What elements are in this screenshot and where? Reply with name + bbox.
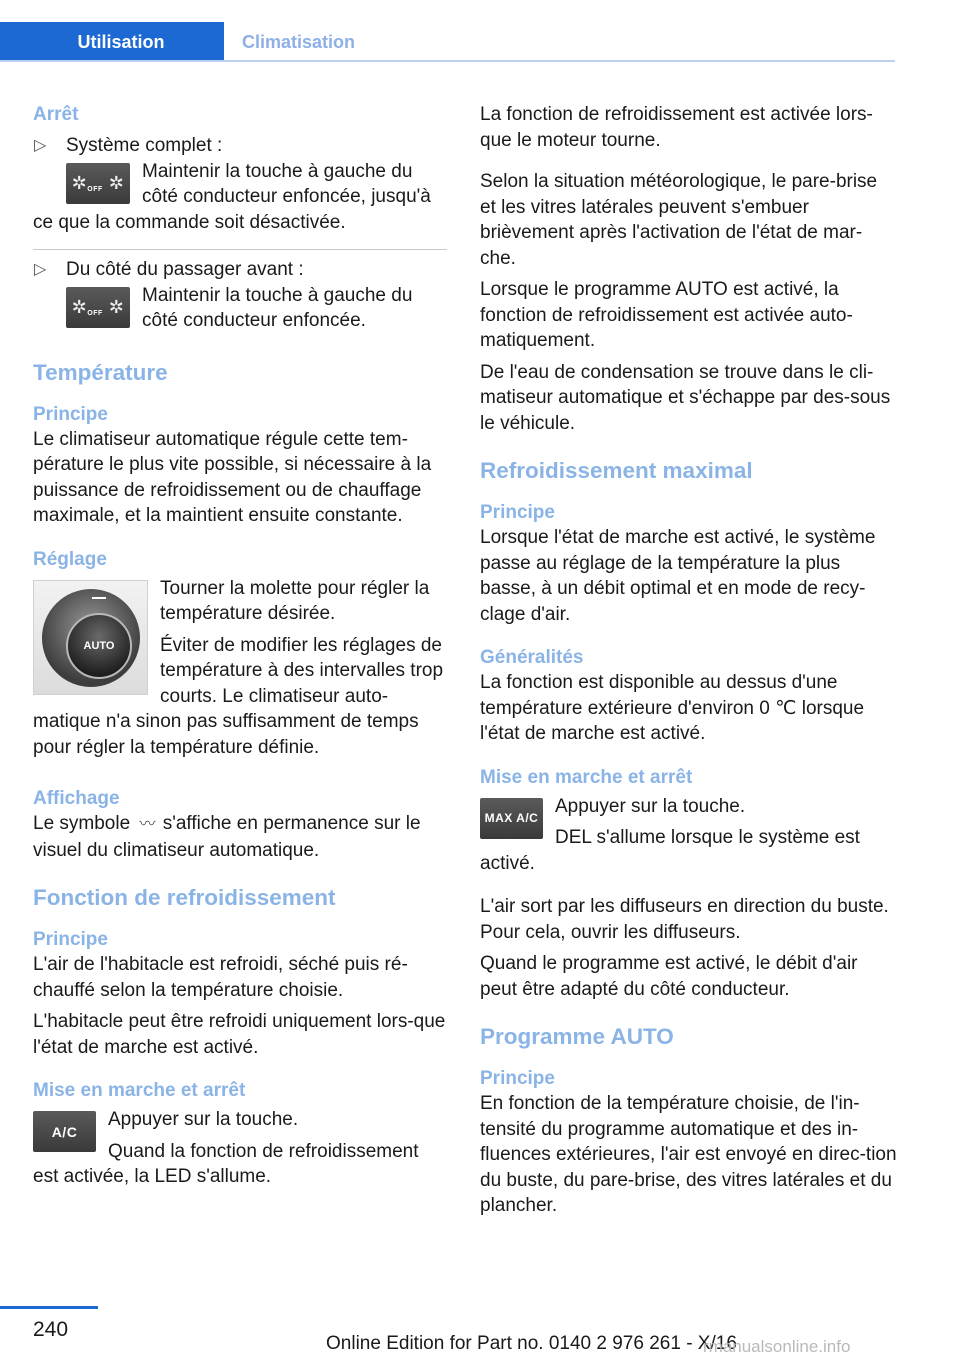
divider — [33, 249, 447, 250]
heading-affichage: Affichage — [33, 788, 120, 809]
heading-generalites: Généralités — [480, 647, 584, 668]
triangle-bullet-icon: ▷ — [34, 137, 47, 154]
heading-principe: Principe — [480, 502, 555, 523]
footer-accent-line — [0, 1306, 98, 1309]
fan-off-button-icon: ✲ OFF ✲ — [66, 287, 130, 328]
paragraph: L'air sort par les diffuseurs en direction du buste. Pour cela, ouvrir les diffuseurs. — [480, 896, 889, 943]
heading-temperature: Température — [33, 359, 168, 385]
bullet-body — [33, 283, 447, 340]
affichage-text-b: s'affiche en permanence sur le visuel du climatiseur automatique. — [33, 813, 421, 861]
mise-block — [33, 1107, 447, 1196]
knob-auto-label: AUTO — [66, 613, 132, 679]
right-column — [480, 102, 898, 1225]
header-divider — [0, 60, 895, 62]
mise-block — [480, 794, 898, 895]
paragraph: Quand le programme est activé, le débit d'air peut être adapté du côté conducteur. — [480, 953, 858, 1000]
list-item — [33, 133, 447, 159]
paragraph: L'air de l'habitacle est refroidi, séché puis ré-chauffé selon la température choisie. — [33, 954, 408, 1001]
paragraph: Appuyer sur la touche. — [555, 795, 746, 817]
affichage-text-a: Le symbole — [33, 813, 131, 834]
bullet-label: Du côté du passager avant : — [66, 259, 304, 280]
page-header — [0, 0, 895, 62]
paragraph: De l'eau de condensation se trouve dans le cli-matiseur automatique et s'échappe par des-sous le véhicule. — [480, 361, 891, 434]
paragraph: L'habitacle peut être refroidi uniquement lors-que l'état de marche est activé. — [33, 1011, 446, 1058]
paragraph: En fonction de la température choisie, de l'in-tensité du programme automatique et des in-fluences extérieures, l'air est envoyé en direc-tion du buste, du pare-brise, des vitres latérales et du plancher. — [480, 1093, 897, 1216]
paragraph: Le climatiseur automatique régule cette tem-pérature le plus vite possible, si nécessaire à la puissance de refroidissement ou de chauffage maximale, et la maintient ensuite constante. — [33, 428, 432, 526]
heading-principe: Principe — [480, 1068, 555, 1089]
heading-reglage: Réglage — [33, 548, 107, 570]
bullet-text: Maintenir la touche à gauche du côté conducteur enfoncée, jusqu'à — [142, 160, 431, 207]
tab-utilisation[interactable]: Utilisation — [0, 22, 224, 62]
paragraph: Quand la fonction de refroidissement est activée, la LED s'allume. — [33, 1140, 419, 1187]
heat-waves-symbol-icon: 〰 — [139, 816, 154, 833]
paragraph: Lorsque le programme AUTO est activé, la fonction de refroidissement est activée auto-matiquement. — [480, 279, 853, 351]
paragraph: Appuyer sur la touche. — [108, 1109, 299, 1130]
heading-refroidissement-maximal: Refroidissement maximal — [480, 458, 753, 483]
paragraph — [33, 811, 447, 863]
ac-button-icon: A/C — [33, 1111, 96, 1152]
bullet-label: Système complet : — [66, 135, 223, 156]
triangle-bullet-icon: ▷ — [34, 261, 47, 278]
paragraph: DEL s'allume lorsque le système est activé. — [480, 827, 860, 874]
tab-climatisation[interactable]: Climatisation — [242, 32, 356, 52]
paragraph: La fonction de refroidissement est activée lors-que le moteur tourne. — [480, 104, 873, 151]
fan-off-button-icon: ✲ OFF ✲ — [66, 163, 130, 204]
heading-programme-auto: Programme AUTO — [480, 1024, 674, 1049]
heading-fonction-refroidissement: Fonction de refroidissement — [33, 885, 336, 910]
temperature-knob-image — [33, 580, 148, 695]
heading-principe: Principe — [33, 929, 108, 950]
watermark: rmanualsonline.info — [703, 1337, 851, 1356]
bullet-body — [33, 159, 447, 242]
heading-mise-en-marche: Mise en marche et arrêt — [33, 1080, 246, 1101]
footer-edition: Online Edition for Part no. 0140 2 976 261 - X/16 — [326, 1333, 737, 1354]
max-ac-button-icon: MAX A/C — [480, 798, 543, 839]
paragraph: Lorsque l'état de marche est activé, le système passe au réglage de la température la plus basse, à un débit optimal et en mode de recy-clage d'air. — [480, 527, 876, 625]
heading-principe: Principe — [33, 403, 108, 425]
bullet-text-cont: ce que la commande soit désactivée. — [33, 211, 346, 233]
left-column — [33, 102, 447, 1196]
paragraph: Tourner la molette pour régler la température désirée. — [160, 577, 430, 624]
heading-arret: Arrêt — [33, 104, 79, 125]
heading-mise-en-marche: Mise en marche et arrêt — [480, 766, 693, 788]
page-number: 240 — [33, 1318, 69, 1341]
paragraph: Éviter de modifier les réglages de température à des intervalles trop courts. Le climatiseur auto-matique n'a sinon pas suffisamment de temps pour régler la température définie. — [33, 634, 444, 758]
paragraph: La fonction est disponible au dessus d'une température extérieure d'environ 0 ℃ lorsque l'état de marche est activé. — [480, 672, 865, 744]
bullet-text: Maintenir la touche à gauche du côté conducteur enfoncée. — [142, 284, 413, 331]
reglage-block — [33, 576, 447, 767]
list-item — [33, 257, 447, 283]
paragraph: Selon la situation météorologique, le pare-brise et les vitres latérales peuvent s'embuer brièvement après l'activation de l'état de mar-che. — [480, 171, 878, 269]
